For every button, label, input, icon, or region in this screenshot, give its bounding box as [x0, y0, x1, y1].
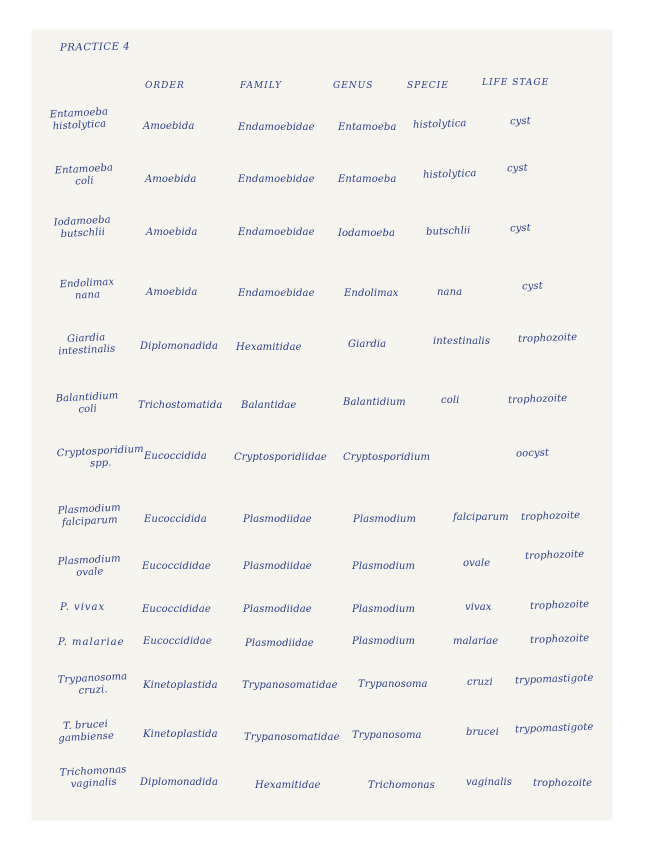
stage-cell: trophozoite [529, 632, 590, 647]
order-cell: Amoebida [145, 174, 197, 185]
species-name: Entamoeba coli [54, 162, 114, 188]
stage-cell: oocyst [515, 447, 550, 460]
order-cell: Kinetoplastida [143, 729, 218, 740]
specie-cell: brucei [466, 727, 499, 738]
family-cell: Endamoebidae [238, 227, 315, 238]
family-cell: Balantidae [241, 400, 297, 411]
species-name: Iodamoeba butschlii [53, 214, 111, 241]
stage-cell: trophozoite [520, 509, 581, 524]
family-cell: Endamoebidae [238, 174, 315, 185]
genus-cell: Giardia [348, 339, 387, 350]
family-cell: Endamoebidae [238, 122, 315, 133]
specie-cell: nana [437, 287, 463, 298]
order-cell: Amoebida [146, 227, 198, 238]
species-name: Trichomonas vaginalis [59, 764, 127, 791]
order-cell: Amoebida [146, 287, 198, 298]
specie-cell: butschlii [425, 225, 471, 238]
genus-cell: Entamoeba [338, 122, 397, 133]
genus-cell: Plasmodium [352, 604, 416, 615]
genus-cell: Trichomonas [368, 780, 435, 791]
family-cell: Cryptosporidiidae [234, 452, 327, 463]
stage-cell: trophozoite [533, 778, 593, 789]
specie-cell: vivax [465, 602, 492, 613]
family-cell: Trypanosomatidae [244, 732, 340, 743]
genus-cell: Trypanosoma [352, 730, 422, 741]
family-cell: Hexamitidae [255, 780, 321, 791]
specie-cell: vaginalis [466, 777, 513, 788]
order-cell: Diplomonadida [140, 341, 219, 352]
specie-cell: histolytica [422, 168, 477, 181]
order-cell: Trichostomatida [138, 400, 223, 411]
order-cell: Diplomonadida [140, 777, 219, 788]
stage-cell: trophozoite [524, 548, 585, 563]
page-title: PRACTICE 4 [59, 41, 131, 54]
genus-cell: Cryptosporidium [343, 452, 431, 463]
genus-cell: Iodamoeba [338, 228, 396, 239]
stage-cell: cyst [509, 222, 531, 235]
header-life-stage: LIFE STAGE [482, 78, 550, 88]
specie-cell: coli [441, 395, 460, 406]
specie-cell: intestinalis [433, 336, 491, 347]
stage-cell: trophozoite [529, 598, 590, 613]
specie-cell: falciparum [453, 512, 509, 523]
stage-cell: cyst [509, 115, 531, 128]
header-family: FAMILY [240, 81, 283, 91]
genus-cell: Endolimax [344, 288, 399, 299]
family-cell: Trypanosomatidae [242, 680, 338, 691]
species-name: P. malariae [58, 637, 125, 648]
specie-cell: malariae [453, 636, 499, 647]
stage-cell: trophozoite [507, 392, 568, 407]
specie-cell: cruzi [467, 677, 493, 688]
family-cell: Endamoebidae [238, 288, 315, 299]
genus-cell: Plasmodium [353, 514, 417, 525]
genus-cell: Plasmodium [352, 561, 416, 572]
header-order: ORDER [145, 81, 185, 91]
family-cell: Hexamitidae [236, 342, 302, 353]
family-cell: Plasmodiidae [243, 604, 312, 615]
species-name: P. vivax [60, 602, 106, 613]
species-name: Plasmodium falciparum [57, 502, 121, 529]
genus-cell: Entamoeba [338, 174, 397, 185]
genus-cell: Trypanosoma [358, 679, 428, 690]
specie-cell: ovale [463, 558, 491, 569]
species-name: Balantidium coli [55, 390, 119, 416]
species-name: Giardia intestinalis [58, 332, 116, 358]
notebook-page [32, 30, 612, 820]
stage-cell: trophozoite [517, 331, 578, 346]
order-cell: Amoebida [143, 121, 195, 132]
order-cell: Eucoccididae [142, 604, 211, 615]
order-cell: Eucoccididae [142, 561, 211, 572]
order-cell: Eucoccididae [143, 636, 212, 647]
specie-cell: histolytica [412, 118, 467, 131]
stage-cell: cyst [521, 280, 543, 293]
family-cell: Plasmodiidae [245, 638, 314, 649]
order-cell: Kinetoplastida [143, 680, 218, 691]
species-name: Cryptosporidium spp. [56, 443, 144, 470]
stage-cell: trypomastigote [514, 672, 594, 687]
species-name: T. brucei gambiense [58, 718, 115, 745]
family-cell: Plasmodiidae [243, 514, 312, 525]
species-name: Entamoeba histolytica [49, 106, 109, 133]
header-genus: GENUS [333, 81, 374, 91]
species-name: Plasmodium ovale [57, 553, 121, 579]
stage-cell: cyst [506, 162, 528, 175]
order-cell: Eucoccidida [144, 451, 207, 462]
stage-cell: trypomastigote [514, 721, 594, 736]
header-specie: SPECIE [407, 81, 449, 91]
order-cell: Eucoccidida [144, 514, 207, 525]
family-cell: Plasmodiidae [243, 561, 312, 572]
species-name: Trypanosoma cruzi. [57, 671, 128, 697]
genus-cell: Plasmodium [352, 636, 416, 647]
species-name: Endolimax nana [59, 276, 115, 302]
genus-cell: Balantidium [343, 397, 406, 408]
